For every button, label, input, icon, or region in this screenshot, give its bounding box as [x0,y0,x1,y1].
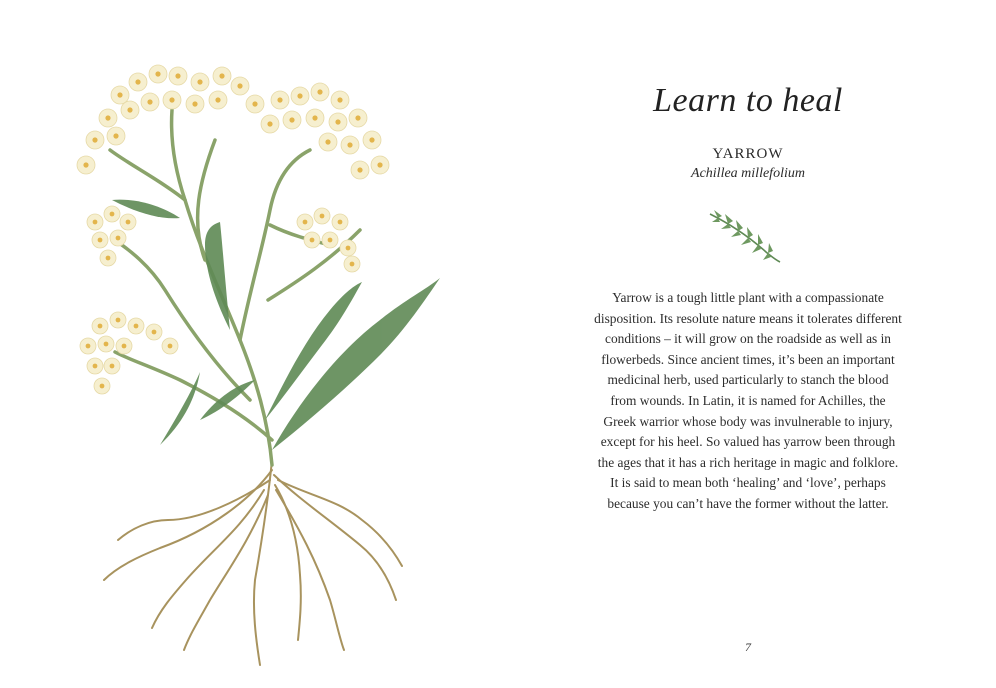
body-line: disposition. Its resolute nature means it tolerates different [594,310,902,326]
flower-clusters [77,65,389,394]
yarrow-sprig-icon [706,204,786,266]
body-line: flowerbeds. Since ancient times, it’s been an important [601,351,895,367]
right-page [500,0,996,688]
page-number: 7 [745,640,751,654]
stems [110,110,360,465]
page-title: Learn to heal [653,82,843,119]
body-paragraph [582,288,914,515]
plant-name: YARROW [712,146,784,162]
roots [104,460,402,665]
body-line: the ages that it has a rich heritage in magic and folklore. [597,454,899,470]
latin-name: Achillea millefolium [691,166,805,181]
leaves [112,200,440,450]
body-line: because you can’t have the former without the latter. [607,495,889,511]
body-line: from wounds. In Latin, it is named for Achilles, the [610,392,886,408]
body-line: Greek warrior whose body was invulnerable to injury, [603,413,893,429]
body-line: medicinal herb, used particularly to stanch the blood [607,372,889,388]
body-line: conditions – it will grow on the roadside as well as in [605,331,891,347]
body-line: It is said to mean both ‘healing’ and ‘love’, perhaps [610,475,886,491]
body-line: Yarrow is a tough little plant with a compassionate [612,290,884,305]
body-line: except for his heel. So valued has yarrow been through [600,434,896,450]
